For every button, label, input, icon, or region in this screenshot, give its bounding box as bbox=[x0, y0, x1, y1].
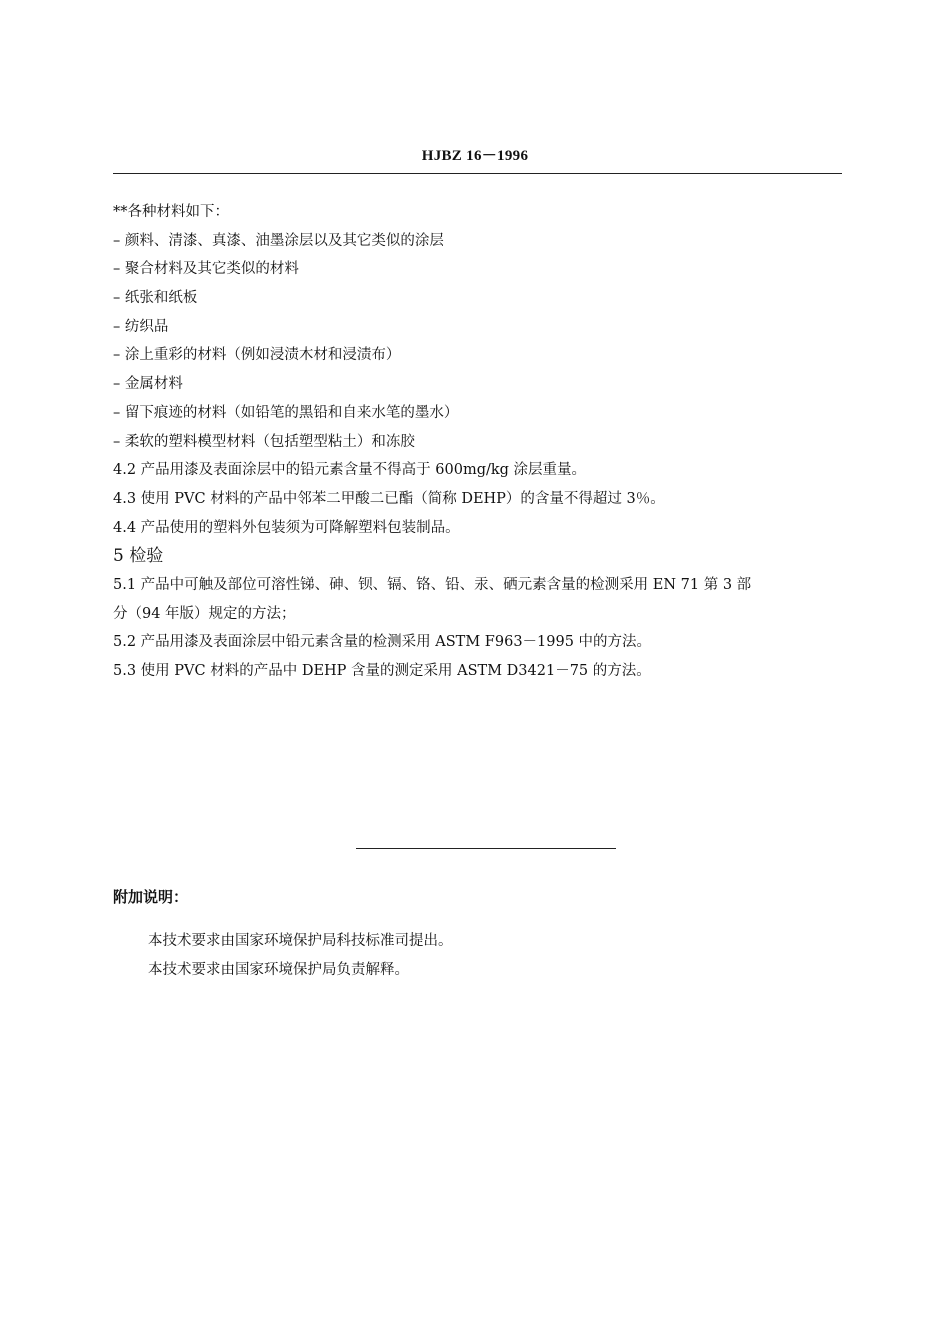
additional-notes-body bbox=[148, 927, 453, 985]
additional-notes-title: 附加说明： bbox=[113, 888, 189, 906]
requirement-4-2: 4.2 产品用漆及表面涂层中的铅元素含量不得高于 600mg/kg 涂层重量。 bbox=[113, 462, 587, 479]
materials-item: – 聚合材料及其它类似的材料 bbox=[113, 261, 299, 278]
materials-item: – 柔软的塑料模型材料（包括塑型粘土）和冻胶 bbox=[113, 433, 415, 450]
note-line: 本技术要求由国家环境保护局科技标准司提出。 bbox=[148, 933, 453, 949]
document-body bbox=[113, 198, 842, 686]
requirement-4-4: 4.4 产品使用的塑料外包装须为可降解塑料包装制品。 bbox=[113, 519, 460, 536]
materials-item: – 金属材料 bbox=[113, 376, 183, 393]
standard-code-header: HJBZ 16－1996 bbox=[421, 148, 529, 164]
clause-5-1-line-1: 5.1 产品中可触及部位可溶性锑、砷、钡、镉、铬、铅、汞、硒元素含量的检测采用 EN 71 第 3 部 bbox=[113, 576, 752, 593]
materials-item: – 纺织品 bbox=[113, 318, 169, 335]
clause-5-3: 5.3 使用 PVC 材料的产品中 DEHP 含量的测定采用 ASTM D3421－75 的方法。 bbox=[113, 663, 651, 679]
requirement-4-3: 4.3 使用 PVC 材料的产品中邻苯二甲酸二已酯（简称 DEHP）的含量不得超过 3％。 bbox=[113, 490, 665, 507]
clause-5-2: 5.2 产品用漆及表面涂层中铅元素含量的检测采用 ASTM F963－1995 中的方法。 bbox=[113, 634, 652, 651]
header-divider bbox=[113, 173, 842, 174]
materials-item: – 颜料、清漆、真漆、油墨涂层以及其它类似的涂层 bbox=[113, 232, 444, 249]
note-line: 本技术要求由国家环境保护局负责解释。 bbox=[148, 962, 409, 978]
materials-item: – 留下痕迹的材料（如铅笔的黑铅和自来水笔的墨水） bbox=[113, 404, 459, 421]
section-5-heading: 5 检验 bbox=[113, 546, 164, 567]
materials-item: – 纸张和纸板 bbox=[113, 290, 198, 307]
end-divider bbox=[356, 848, 616, 849]
materials-intro: **各种材料如下： bbox=[113, 204, 229, 220]
materials-item: – 涂上重彩的材料（例如浸渍木材和浸渍布） bbox=[113, 347, 401, 364]
clause-5-1-line-2: 分（94 年版）规定的方法； bbox=[113, 605, 296, 622]
